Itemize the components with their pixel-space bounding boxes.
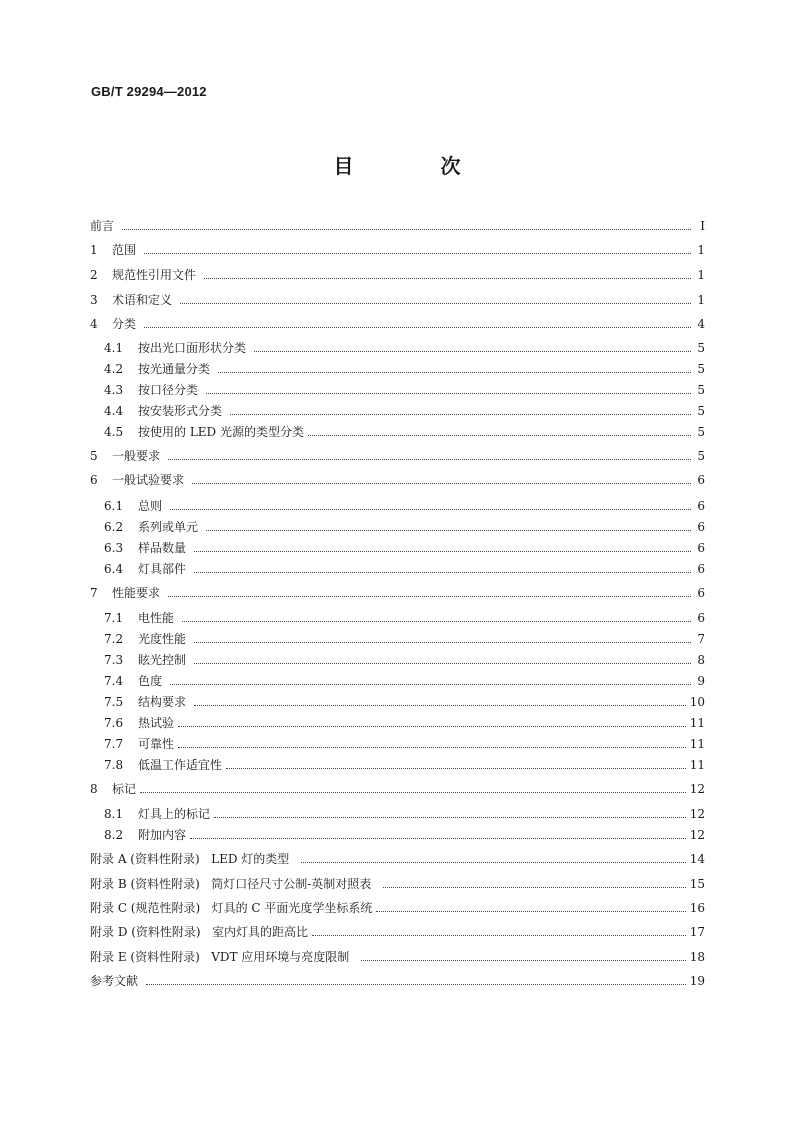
toc-leader-dots <box>301 861 686 863</box>
toc-entry-number: 7.3 <box>104 653 124 667</box>
toc-leader-dots <box>218 371 691 373</box>
toc-entry-title: 附录 C (规范性附录) 灯具的 C 平面光度学坐标系统 <box>90 901 373 915</box>
toc-entry[interactable] <box>90 240 705 260</box>
toc-entry-page: 6 <box>697 473 705 487</box>
toc-leader-dots <box>182 620 691 622</box>
toc-entry-page: 1 <box>697 243 705 257</box>
toc-entry[interactable] <box>90 734 705 754</box>
toc-entry[interactable] <box>90 380 705 400</box>
toc-entry-title: 术语和定义 <box>112 293 176 307</box>
toc-leader-dots <box>254 350 691 352</box>
toc-leader-dots <box>308 434 691 436</box>
toc-entry-number: 4 <box>90 317 98 331</box>
toc-entry-page: 15 <box>689 877 705 891</box>
toc-leader-dots <box>194 641 691 643</box>
toc-entry-page: 5 <box>697 425 705 439</box>
toc-entry[interactable] <box>90 755 705 775</box>
toc-entry-number: 4.5 <box>104 425 124 439</box>
toc-entry-number: 6 <box>90 473 98 487</box>
toc-entry[interactable] <box>90 559 705 579</box>
toc-entry[interactable] <box>90 446 705 466</box>
toc-entry-title: 附录 B (资料性附录) 筒灯口径尺寸公制-英制对照表 <box>90 877 379 891</box>
toc-entry-number: 5 <box>90 449 98 463</box>
toc-entry-number: 7.8 <box>104 758 124 772</box>
toc-entry-page: 6 <box>697 586 705 600</box>
toc-entry[interactable] <box>90 692 705 712</box>
toc-leader-dots <box>190 837 686 839</box>
toc-entry-title: 分类 <box>112 317 140 331</box>
toc-entry[interactable] <box>90 947 705 967</box>
toc-entry[interactable] <box>90 265 705 285</box>
toc-entry-page: Ⅰ <box>700 219 705 233</box>
toc-entry-number: 6.1 <box>104 499 124 513</box>
toc-entry[interactable] <box>90 470 705 490</box>
toc-entry[interactable] <box>90 538 705 558</box>
toc-entry-title: 按光通量分类 <box>138 362 214 376</box>
toc-entry-page: 17 <box>689 925 705 939</box>
toc-entry-number: 4.2 <box>104 362 124 376</box>
toc-entry-title: 附录 E (资料性附录) VDT 应用环境与亮度限制 <box>90 950 357 964</box>
toc-entry-number: 7.1 <box>104 611 124 625</box>
toc-entry-number: 1 <box>90 243 98 257</box>
toc-entry[interactable] <box>90 422 705 442</box>
toc-entry[interactable] <box>90 825 705 845</box>
toc-entry-page: 6 <box>697 520 705 534</box>
toc-entry[interactable] <box>90 650 705 670</box>
toc-leader-dots <box>194 662 691 664</box>
toc-leader-dots <box>230 413 691 415</box>
toc-entry[interactable] <box>90 971 705 991</box>
toc-entry-number: 2 <box>90 268 98 282</box>
toc-entry-title: 前言 <box>90 219 118 233</box>
toc-entry-number: 4.4 <box>104 404 124 418</box>
toc-entry-title: 低温工作适宜性 <box>138 758 223 772</box>
page-title: 目 次 <box>333 154 501 178</box>
toc-entry-title: 规范性引用文件 <box>112 268 200 282</box>
toc-entry-number: 7.5 <box>104 695 124 709</box>
toc-entry-page: 19 <box>689 974 705 988</box>
toc-entry[interactable] <box>90 671 705 691</box>
toc-entry-page: 6 <box>697 541 705 555</box>
toc-entry-number: 7.2 <box>104 632 124 646</box>
toc-entry-page: 1 <box>697 268 705 282</box>
toc-entry-number: 7.4 <box>104 674 124 688</box>
toc-entry-number: 6.4 <box>104 562 124 576</box>
toc-entry-title: 色度 <box>138 674 166 688</box>
toc-entry-title: 附录 D (资料性附录) 室内灯具的距高比 <box>90 925 309 939</box>
toc-leader-dots <box>192 482 691 484</box>
toc-entry-page: 11 <box>689 758 705 772</box>
toc-leader-dots <box>178 725 686 727</box>
toc-entry[interactable] <box>90 849 705 869</box>
toc-entry-number: 3 <box>90 293 98 307</box>
toc-entry-number: 8.2 <box>104 828 124 842</box>
toc-entry[interactable] <box>90 583 705 603</box>
toc-entry-page: 5 <box>697 341 705 355</box>
toc-entry-page: 12 <box>689 807 705 821</box>
toc-entry-number: 7.6 <box>104 716 124 730</box>
toc-leader-dots <box>206 529 691 531</box>
toc-leader-dots <box>312 934 686 936</box>
toc-leader-dots <box>170 508 691 510</box>
toc-entry-title: 按出光口面形状分类 <box>138 341 250 355</box>
toc-entry-page: 1 <box>697 293 705 307</box>
toc-entry-title: 参考文献 <box>90 974 142 988</box>
toc-entry-title: 按安装形式分类 <box>138 404 226 418</box>
toc-leader-dots <box>140 791 686 793</box>
toc-entry-title: 性能要求 <box>112 586 164 600</box>
toc-entry-page: 9 <box>697 674 705 688</box>
toc-leader-dots <box>226 767 686 769</box>
toc-entry-title: 样品数量 <box>138 541 190 555</box>
toc-leader-dots <box>376 910 685 912</box>
toc-entry-page: 5 <box>697 383 705 397</box>
toc-entry-page: 18 <box>689 950 705 964</box>
toc-entry-title: 按口径分类 <box>138 383 202 397</box>
toc-leader-dots <box>178 746 686 748</box>
toc-leader-dots <box>194 571 691 573</box>
toc-entry-title: 灯具上的标记 <box>138 807 211 821</box>
toc-entry-title: 范围 <box>112 243 140 257</box>
toc-leader-dots <box>168 458 691 460</box>
toc-entry-page: 4 <box>697 317 705 331</box>
toc-leader-dots <box>204 277 691 279</box>
toc-entry-page: 8 <box>697 653 705 667</box>
toc-entry-number: 7.7 <box>104 737 124 751</box>
toc-entry-number: 8.1 <box>104 807 124 821</box>
toc-entry[interactable] <box>90 898 705 918</box>
toc-entry-number: 7 <box>90 586 98 600</box>
toc-entry-number: 8 <box>90 782 98 796</box>
toc-entry[interactable] <box>90 359 705 379</box>
toc-entry[interactable] <box>90 608 705 628</box>
toc-entry-page: 12 <box>689 782 705 796</box>
toc-entry-title: 灯具部件 <box>138 562 190 576</box>
toc-entry-title: 可靠性 <box>138 737 175 751</box>
toc-entry-page: 6 <box>697 562 705 576</box>
toc-leader-dots <box>168 595 691 597</box>
toc-entry-page: 16 <box>689 901 705 915</box>
toc-entry-page: 12 <box>689 828 705 842</box>
toc-entry-page: 5 <box>697 449 705 463</box>
toc-leader-dots <box>383 886 686 888</box>
toc-entry-title: 附录 A (资料性附录) LED 灯的类型 <box>90 852 297 866</box>
toc-leader-dots <box>214 816 686 818</box>
toc-entry-title: 一般试验要求 <box>112 473 188 487</box>
toc-leader-dots <box>146 983 686 985</box>
toc-entry-title: 一般要求 <box>112 449 164 463</box>
toc-entry-title: 系列或单元 <box>138 520 202 534</box>
toc-entry[interactable] <box>90 290 705 310</box>
toc-entry-title: 光度性能 <box>138 632 190 646</box>
toc-entry[interactable] <box>90 517 705 537</box>
standard-code: GB/T 29294—2012 <box>91 84 207 99</box>
toc-entry-title: 按使用的 LED 光源的类型分类 <box>138 425 304 439</box>
toc-entry[interactable] <box>90 922 705 942</box>
toc-leader-dots <box>144 326 691 328</box>
toc-leader-dots <box>180 302 691 304</box>
toc-entry[interactable] <box>90 779 705 799</box>
toc-entry-title: 眩光控制 <box>138 653 190 667</box>
toc-entry[interactable] <box>90 874 705 894</box>
toc-entry-page: 5 <box>697 404 705 418</box>
toc-entry-page: 14 <box>689 852 705 866</box>
toc-leader-dots <box>170 683 691 685</box>
toc-entry-page: 6 <box>697 499 705 513</box>
toc-leader-dots <box>194 704 686 706</box>
toc-entry-number: 6.2 <box>104 520 124 534</box>
toc-entry[interactable] <box>90 496 705 516</box>
toc-entry-page: 11 <box>689 716 705 730</box>
toc-entry-title: 结构要求 <box>138 695 190 709</box>
toc-entry[interactable] <box>90 216 705 236</box>
toc-entry-page: 7 <box>697 632 705 646</box>
toc-entry-number: 6.3 <box>104 541 124 555</box>
toc-entry-title: 总则 <box>138 499 166 513</box>
toc-entry-title: 附加内容 <box>138 828 187 842</box>
toc-entry-page: 11 <box>689 737 705 751</box>
toc-entry-page: 6 <box>697 611 705 625</box>
toc-entry[interactable] <box>90 314 705 334</box>
toc-entry[interactable] <box>90 629 705 649</box>
toc-entry-page: 5 <box>697 362 705 376</box>
toc-entry-title: 电性能 <box>138 611 178 625</box>
toc-entry-title: 热试验 <box>138 716 175 730</box>
toc-entry-number: 4.3 <box>104 383 124 397</box>
toc-leader-dots <box>206 392 691 394</box>
toc-leader-dots <box>361 959 686 961</box>
toc-leader-dots <box>144 252 691 254</box>
toc-entry[interactable] <box>90 804 705 824</box>
toc-entry[interactable] <box>90 338 705 358</box>
toc-entry[interactable] <box>90 713 705 733</box>
toc-leader-dots <box>122 228 691 230</box>
toc-entry-page: 10 <box>689 695 705 709</box>
toc-entry-title: 标记 <box>112 782 137 796</box>
toc-entry[interactable] <box>90 401 705 421</box>
toc-leader-dots <box>194 550 691 552</box>
toc-entry-number: 4.1 <box>104 341 124 355</box>
